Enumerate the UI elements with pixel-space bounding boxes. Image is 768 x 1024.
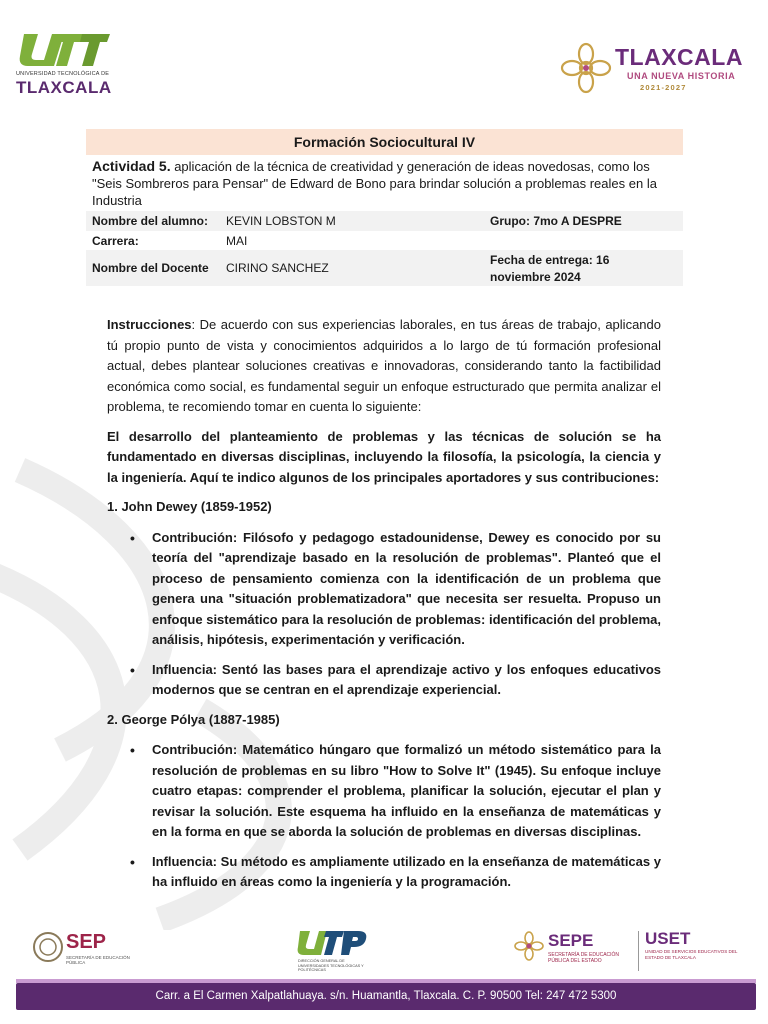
sep-logo bbox=[32, 929, 152, 973]
document-body bbox=[107, 315, 661, 902]
bullet-list bbox=[152, 740, 661, 893]
flower-icon bbox=[560, 42, 612, 94]
footer-address-bar bbox=[16, 983, 756, 1010]
career-row bbox=[86, 231, 683, 250]
sep-name: SEP bbox=[66, 931, 107, 953]
sep-subtitle: SECRETARÍA DE EDUCACIÓN PÚBLICA bbox=[66, 955, 130, 965]
bullet-list bbox=[152, 528, 661, 701]
utt-logo bbox=[14, 28, 114, 100]
instructions-label: Instrucciones bbox=[107, 317, 192, 332]
utp-subtitle: DIRECCIÓN GENERAL DE UNIVERSIDADES TECNOLÓGICAS Y POLITÉCNICAS bbox=[298, 959, 364, 972]
career-label: Carrera: bbox=[92, 234, 139, 248]
instructions-paragraph bbox=[107, 315, 661, 418]
section-heading: 1. John Dewey (1859-1952) bbox=[107, 499, 272, 514]
footer-address: Carr. a El Carmen Xalpatlahuaya. s/n. Huamantla, Tlaxcala. C. P. 90500 Tel: 247 472 5300 bbox=[155, 990, 617, 1002]
footer-logos bbox=[0, 925, 768, 985]
tlaxcala-name: TLAXCALA bbox=[615, 44, 743, 70]
instructions-text: : De acuerdo con sus experiencias laborales, en tus áreas de trabajo, aplicando tú propio punto de vista y conocimientos adquiridos a lo largo de tú formación profesional actual, debes plantear soluciones creativas e innovadoras, considerando tanto la factibilidad económica como social, es fundamental seguir un enfoque estructurado que permita analizar el problema, te recomiendo tomar en cuenta lo siguiente: bbox=[107, 317, 661, 414]
list-item: • Influencia: Sentó las bases para el aprendizaje activo y los enfoques educativos modernos que se centran en el aprendizaje experiencial. bbox=[152, 660, 661, 701]
tlaxcala-slogan: UNA NUEVA HISTORIA bbox=[627, 71, 736, 81]
utt-logo-mark-icon bbox=[18, 30, 110, 70]
sepe-logo bbox=[514, 929, 634, 973]
utt-logo-city: TLAXCALA bbox=[16, 78, 112, 97]
teacher-label: Nombre del Docente bbox=[92, 261, 209, 275]
teacher-value: CIRINO SANCHEZ bbox=[226, 261, 329, 275]
teacher-row bbox=[86, 250, 683, 286]
intro-paragraph: El desarrollo del planteamiento de problemas y las técnicas de solución se ha fundamentado en diversas disciplinas, incluyendo la filosofía, la psicología, la ciencia y la ingeniería. Aquí te indico algunos de los principales aportadores y sus contribuciones: bbox=[107, 428, 661, 485]
uset-logo bbox=[645, 929, 755, 973]
logo-divider bbox=[638, 931, 639, 971]
student-row bbox=[86, 211, 683, 231]
list-item: • Contribución: Filósofo y pedagogo estadounidense, Dewey es conocido por su teoría del "aprendizaje basado en la resolución de problemas". Planteó que el proceso de pensamiento comienza con la identificación de un problema que genera una "situación problematizadora" que necesita ser resuelta. Propuso un enfoque sistemático para la resolución de problemas: identificación del problema, análisis, hipótesis, experimentación y verificación. bbox=[152, 528, 661, 651]
sepe-name: SEPE bbox=[548, 931, 594, 950]
uset-name: USET bbox=[645, 929, 691, 948]
list-item: • Contribución: Matemático húngaro que formalizó un método sistemático para la resolución de problemas en su libro "How to Solve It" (1945). Su enfoque incluye cuatro etapas: comprender el problema, planificar la solución, ejecutar el plan y revisar la solución. Este esquema ha influido en la enseñanza de matemáticas y en la forma en que se aborda la solución de problemas en diversas disciplinas. bbox=[152, 740, 661, 843]
flower-icon bbox=[514, 931, 544, 961]
group-text: Grupo: 7mo A DESPRE bbox=[490, 214, 622, 228]
uset-subtitle: UNIDAD DE SERVICIOS EDUCATIVOS DEL ESTADO DE TLAXCALA bbox=[645, 949, 738, 960]
section-heading: 2. George Pólya (1887-1985) bbox=[107, 711, 280, 727]
activity-description bbox=[86, 155, 683, 211]
activity-text: aplicación de la técnica de creatividad y generación de ideas novedosas, como los "Seis Sombreros para Pensar" de Edward de Bono para brindar solución a problemas reales en la Industria bbox=[92, 159, 657, 208]
utp-logo bbox=[296, 929, 370, 975]
student-value: KEVIN LOBSTON M bbox=[226, 214, 336, 228]
course-title: Formación Sociocultural IV bbox=[86, 129, 683, 155]
career-value: MAI bbox=[226, 234, 248, 248]
info-table bbox=[86, 129, 683, 286]
tlaxcala-logo bbox=[560, 42, 760, 100]
due-date: Fecha de entrega: 16 noviembre 2024 bbox=[490, 253, 610, 284]
list-item: • Influencia: Su método es ampliamente utilizado en la enseñanza de matemáticas y ha influido en áreas como la ingeniería y la programación. bbox=[152, 852, 661, 893]
utt-logo-subtitle: UNIVERSIDAD TECNOLÓGICA DE bbox=[16, 71, 110, 77]
activity-label: Actividad 5. bbox=[92, 158, 171, 174]
sepe-subtitle: SECRETARÍA DE EDUCACIÓN PÚBLICA DEL ESTADO bbox=[548, 952, 620, 964]
utp-logo-mark-icon bbox=[296, 929, 368, 957]
student-label: Nombre del alumno: bbox=[92, 214, 209, 228]
seal-icon bbox=[32, 931, 64, 963]
tlaxcala-years: 2021-2027 bbox=[640, 83, 687, 92]
